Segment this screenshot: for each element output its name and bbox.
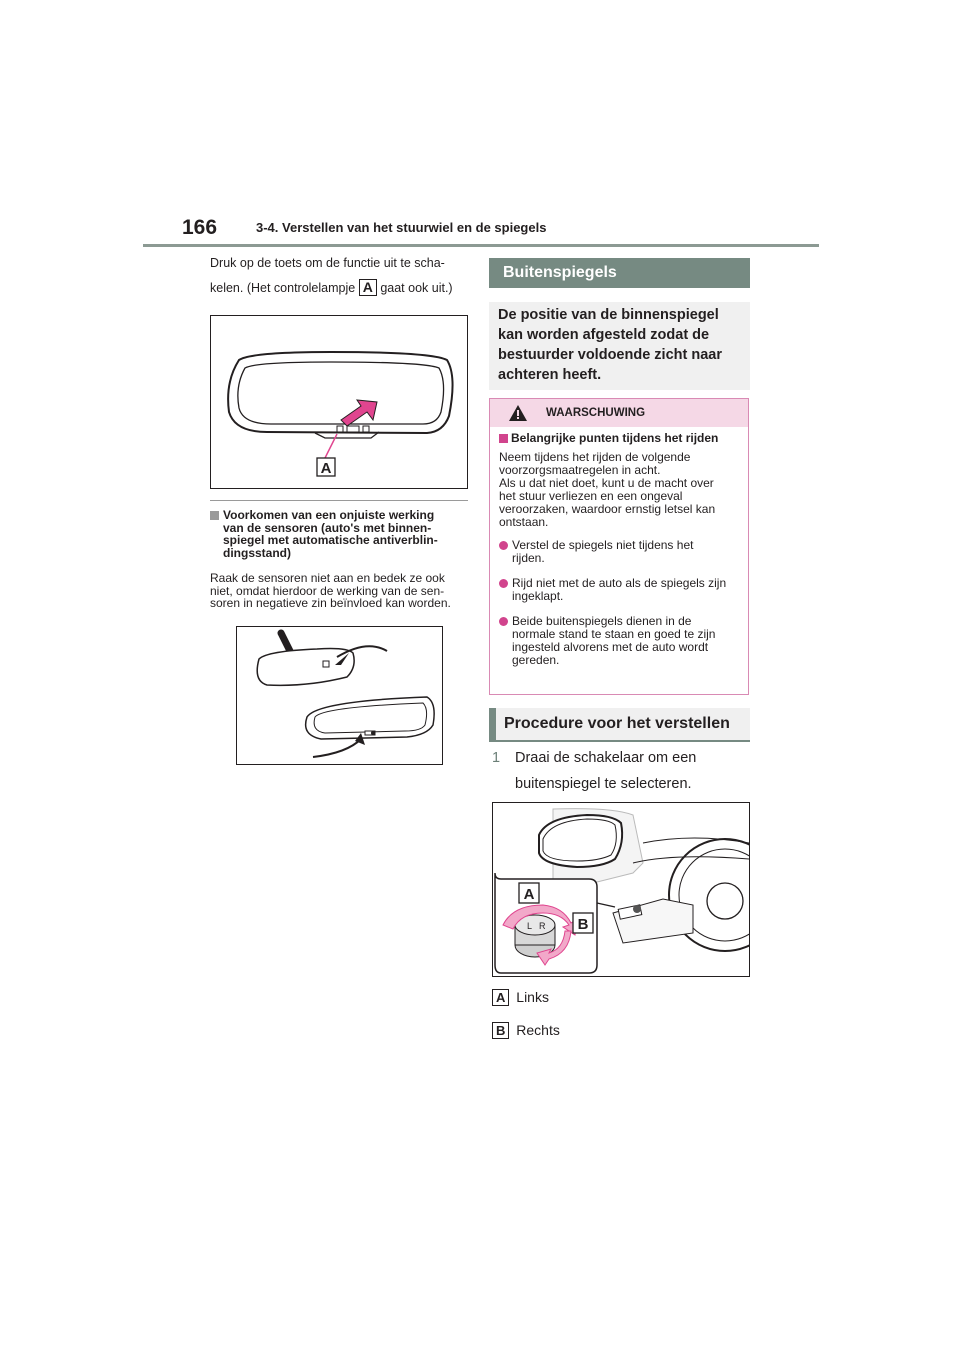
lead-line: bestuurder voldoende zicht naar bbox=[498, 347, 722, 363]
warning-bullet-line: Beide buitenspiegels dienen in de bbox=[512, 614, 692, 628]
warning-body bbox=[499, 451, 740, 529]
intro-line-2-post: gaat ook uit.) bbox=[380, 280, 453, 295]
legend-text-b: Rechts bbox=[516, 1022, 560, 1038]
header-rule bbox=[143, 244, 819, 247]
warning-bullet-line: rijden. bbox=[512, 551, 545, 565]
lead-line: De positie van de binnenspiegel bbox=[498, 307, 719, 323]
section-heading-buitenspiegels: Buitenspiegels bbox=[489, 258, 750, 288]
step-number: 1 bbox=[492, 750, 501, 766]
warning-body-line: voorzorgsmaatregelen in acht. bbox=[499, 463, 661, 477]
warning-bullet-line: ingeklapt. bbox=[512, 589, 564, 603]
legend-item-a bbox=[492, 988, 549, 1006]
warning-heading bbox=[499, 432, 740, 445]
warning-bullet-line: Verstel de spiegels niet tijdens het bbox=[512, 538, 694, 552]
note-body bbox=[210, 572, 472, 610]
warning-header bbox=[490, 399, 748, 427]
warning-triangle-icon bbox=[508, 404, 528, 422]
note-body-line: niet, omdat hierdoor de werking van de sen- bbox=[210, 583, 445, 598]
figure-mirror-switch bbox=[492, 802, 750, 977]
lead-paragraph bbox=[489, 302, 750, 390]
lead-line: kan worden afgesteld zodat de bbox=[498, 327, 710, 343]
warning-body-line: Neem tijdens het rijden de volgende bbox=[499, 450, 691, 464]
square-bullet-icon bbox=[499, 434, 508, 443]
section-title: 3-4. Verstellen van het stuurwiel en de spiegels bbox=[256, 220, 547, 235]
warning-box bbox=[489, 398, 749, 695]
intro-line-2 bbox=[210, 279, 470, 296]
figure-sensors bbox=[236, 626, 443, 765]
figure-label-a: A bbox=[320, 460, 332, 477]
svg-text:R: R bbox=[539, 921, 546, 931]
square-bullet-icon bbox=[210, 511, 219, 520]
svg-text:L: L bbox=[527, 921, 533, 931]
note-body-line: Raak de sensoren niet aan en bedek ze ook bbox=[210, 571, 445, 585]
warning-bullet-line: Rijd niet met de auto als de spiegels zijn bbox=[512, 576, 727, 590]
warning-bullet bbox=[499, 615, 740, 667]
warning-body-line: het stuur verliezen en een ongeval bbox=[499, 489, 683, 503]
note-body-line: soren in negatieve zin beïnvloed kan worden. bbox=[210, 596, 451, 610]
note-heading-line: van de sensoren (auto's met binnen- bbox=[223, 520, 432, 535]
figure-label-b: B bbox=[577, 916, 589, 933]
warning-body-line: Als u dat niet doet, kunt u de macht over bbox=[499, 476, 714, 490]
warning-bullet-line: ingesteld alvorens met de auto wordt bbox=[512, 640, 709, 654]
indicator-key-a: A bbox=[359, 279, 377, 296]
figure-label-a: A bbox=[523, 886, 535, 903]
warning-bullet bbox=[499, 577, 740, 603]
warning-bullet-line: gereden. bbox=[512, 653, 560, 667]
lead-line: achteren heeft. bbox=[498, 367, 602, 383]
warning-bullet bbox=[499, 539, 740, 565]
note-heading-line: dingsstand) bbox=[223, 545, 291, 560]
legend-key-a: A bbox=[492, 989, 509, 1006]
page-number: 166 bbox=[182, 216, 218, 239]
bullet-dot-icon bbox=[499, 617, 508, 626]
legend-text-a: Links bbox=[516, 989, 549, 1005]
warning-heading-text: Belangrijke punten tijdens het rijden bbox=[511, 431, 719, 445]
legend-item-b bbox=[492, 1021, 560, 1039]
inner-mirror-illustration bbox=[211, 316, 467, 488]
figure-inner-mirror bbox=[210, 315, 468, 489]
step-text-line: Draai de schakelaar om een bbox=[515, 750, 697, 766]
warning-body-line: veroorzaken, waardoor ernstig letsel kan bbox=[499, 502, 716, 516]
bullet-dot-icon bbox=[499, 579, 508, 588]
bullet-dot-icon bbox=[499, 541, 508, 550]
warning-body-line: ontstaan. bbox=[499, 515, 549, 529]
step-text bbox=[492, 748, 752, 794]
note-heading-line: spiegel met automatische antiverblin- bbox=[223, 533, 438, 547]
warning-bullet-line: normale stand te staan en goed te zijn bbox=[512, 627, 716, 641]
note-heading-line: Voorkomen van een onjuiste werking bbox=[223, 508, 435, 522]
intro-text bbox=[210, 257, 470, 296]
intro-line-2-pre: kelen. (Het controlelampje bbox=[210, 280, 356, 295]
note-separator bbox=[210, 500, 468, 501]
warning-title: WAARSCHUWING bbox=[546, 407, 646, 419]
section-heading-procedure: Procedure voor het verstellen bbox=[489, 708, 750, 742]
sensor-mirror-illustration bbox=[237, 627, 442, 764]
mirror-switch-illustration bbox=[493, 803, 749, 976]
intro-line-1: Druk op de toets om de functie uit te scha- bbox=[210, 256, 445, 270]
step-1 bbox=[492, 748, 752, 794]
note-heading bbox=[210, 509, 470, 559]
legend-key-b: B bbox=[492, 1022, 509, 1039]
step-text-line: buitenspiegel te selecteren. bbox=[515, 776, 692, 792]
warning-content bbox=[490, 427, 748, 667]
